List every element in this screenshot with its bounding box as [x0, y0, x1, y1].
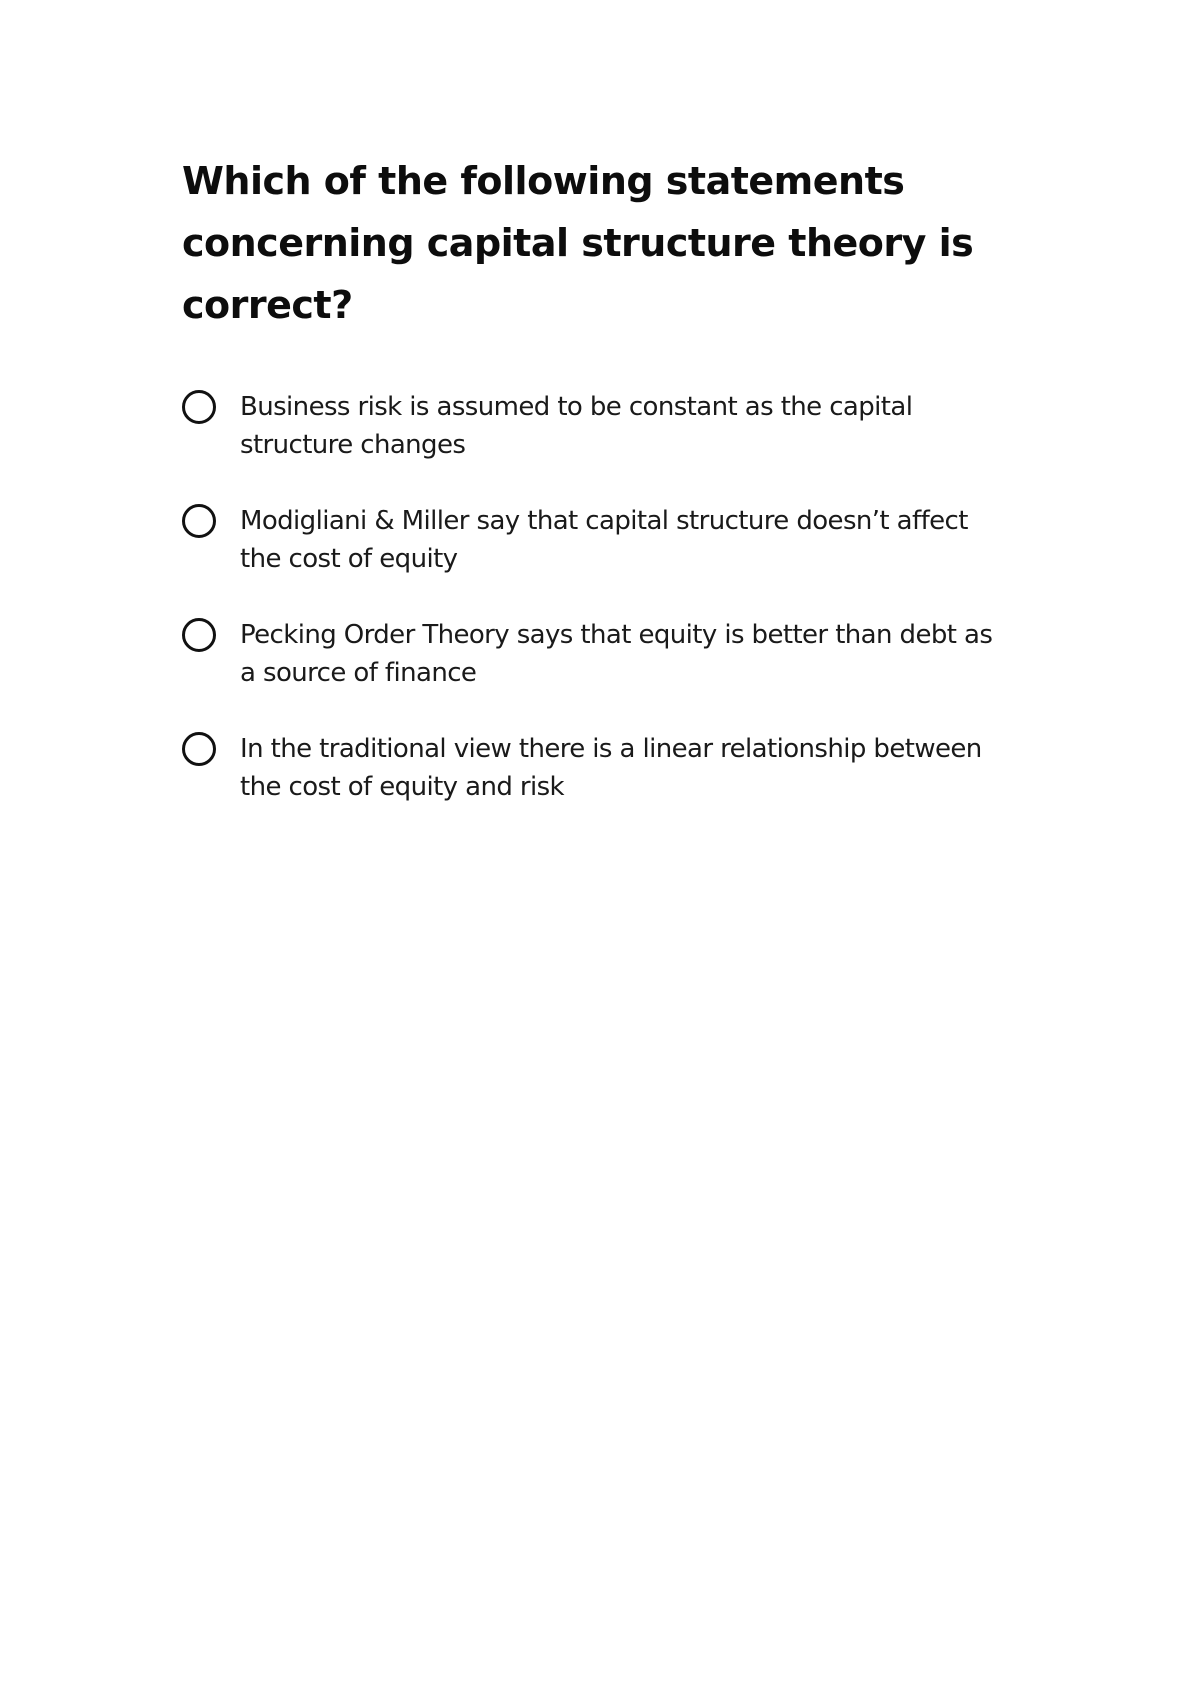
question-title: Which of the following statements concerning capital structure theory is correct?	[182, 159, 974, 327]
answer-option-2[interactable]	[182, 502, 1002, 616]
radio-button-icon[interactable]	[182, 390, 216, 424]
answer-option-label: Modigliani & Miller say that capital structure doesn’t affect the cost of equity	[240, 506, 968, 574]
answer-option-label: Pecking Order Theory says that equity is better than debt as a source of finance	[240, 620, 993, 688]
radio-button-icon[interactable]	[182, 732, 216, 766]
answer-option-4[interactable]	[182, 730, 1002, 844]
answer-option-label: Business risk is assumed to be constant as the capital structure changes	[240, 392, 913, 460]
answer-option-1[interactable]	[182, 388, 1002, 502]
radio-button-icon[interactable]	[182, 618, 216, 652]
answer-option-label: In the traditional view there is a linear relationship between the cost of equity and risk	[240, 734, 982, 802]
answer-options	[182, 388, 1002, 844]
answer-option-3[interactable]	[182, 616, 1002, 730]
radio-button-icon[interactable]	[182, 504, 216, 538]
